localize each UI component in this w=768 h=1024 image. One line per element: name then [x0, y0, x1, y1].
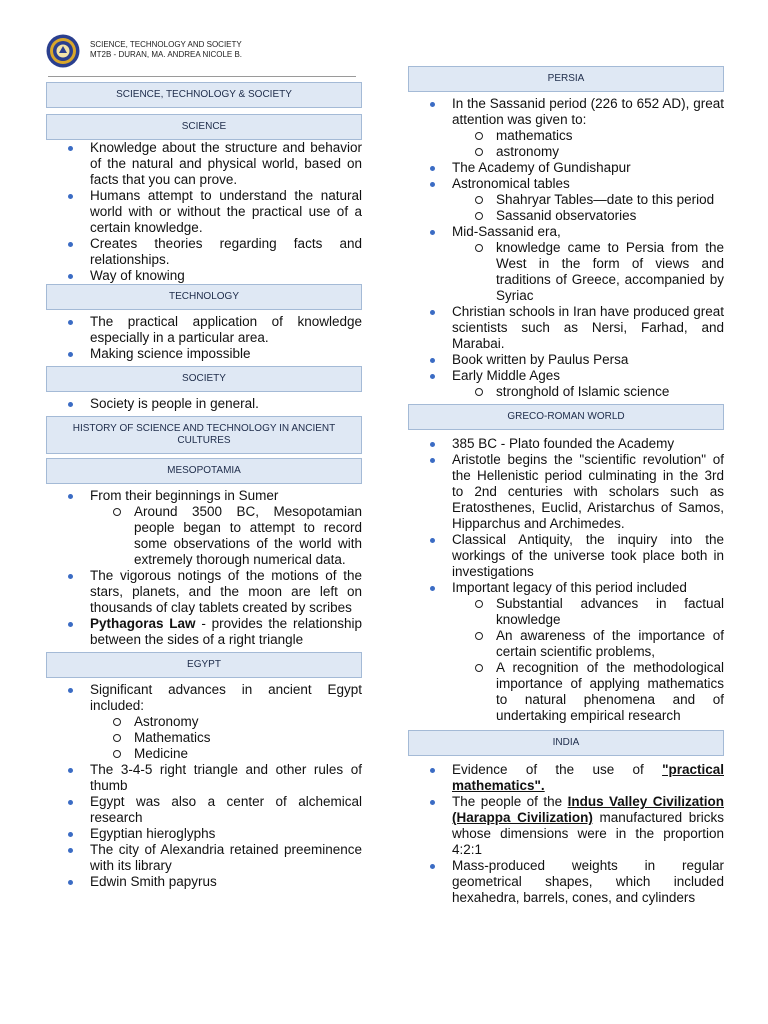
left-column: [46, 82, 362, 890]
persia-list: [408, 96, 724, 400]
sub-list-item: Sassanid observatories: [452, 208, 724, 224]
sub-list-item: Medicine: [90, 746, 362, 762]
list-item: Society is people in general.: [46, 396, 362, 412]
list-item-text: In the Sassanid period (226 to 652 AD), great attention was given to:: [452, 96, 724, 127]
list-item: [46, 488, 362, 568]
science-list: [46, 140, 362, 284]
list-item: Way of knowing: [46, 268, 362, 284]
sub-list-item: mathematics: [452, 128, 724, 144]
list-item-text: From their beginnings in Sumer: [90, 488, 279, 503]
list-item: [408, 762, 724, 794]
list-item-text: Important legacy of this period included: [452, 580, 687, 595]
section-heading-history: HISTORY OF SCIENCE AND TECHNOLOGY IN ANCIENT CULTURES: [46, 416, 362, 454]
sub-list-item: stronghold of Islamic science: [452, 384, 724, 400]
sub-list: [452, 384, 724, 400]
list-item-text: The people of the: [452, 794, 568, 809]
list-item-text: Significant advances in ancient Egypt included:: [90, 682, 362, 713]
list-item: The vigorous notings of the motions of the stars, planets, and the moon are left on thousands of clay tablets created by scribes: [46, 568, 362, 616]
sub-list: [452, 128, 724, 160]
list-item-text: Evidence of the use of: [452, 762, 663, 777]
list-item: Classical Antiquity, the inquiry into the workings of the universe took place both in investigations: [408, 532, 724, 580]
list-item: Mass-produced weights in regular geometrical shapes, which included hexahedra, barrels, cones, and cylinders: [408, 858, 724, 906]
pythagoras-law-term: Pythagoras Law: [90, 616, 196, 631]
document-header: [46, 34, 358, 74]
university-seal-logo: [46, 34, 80, 68]
sub-list-item: An awareness of the importance of certain scientific problems,: [452, 628, 724, 660]
list-item-text: - provides the relationship between the sides of a right triangle: [90, 616, 362, 647]
section-heading-technology: TECHNOLOGY: [46, 284, 362, 310]
section-heading-sts: SCIENCE, TECHNOLOGY & SOCIETY: [46, 82, 362, 108]
list-item: [408, 224, 724, 304]
sub-list-item: knowledge came to Persia from the West in the form of views and traditions of Greece, accompanied by Syriac: [452, 240, 724, 304]
list-item: Creates theories regarding facts and relationships.: [46, 236, 362, 268]
sub-list-item: Shahryar Tables—date to this period: [452, 192, 724, 208]
list-item: [408, 794, 724, 858]
course-title: SCIENCE, TECHNOLOGY AND SOCIETY: [90, 40, 242, 49]
list-item: [408, 580, 724, 724]
list-item: [46, 682, 362, 762]
list-item: Egypt was also a center of alchemical research: [46, 794, 362, 826]
list-item-text: Astronomical tables: [452, 176, 570, 191]
section-heading-science: SCIENCE: [46, 114, 362, 140]
list-item: Egyptian hieroglyphs: [46, 826, 362, 842]
list-item: Book written by Paulus Persa: [408, 352, 724, 368]
list-item: 385 BC - Plato founded the Academy: [408, 436, 724, 452]
list-item-text: Mid-Sassanid era,: [452, 224, 561, 239]
sub-list: [90, 714, 362, 762]
greco-roman-list: [408, 436, 724, 724]
header-divider: [48, 76, 356, 77]
header-text: [90, 40, 242, 60]
list-item-text: manufactured bricks whose dimensions were in the proportion 4:2:1: [452, 810, 724, 857]
sub-list-item: Astronomy: [90, 714, 362, 730]
sub-list: [452, 596, 724, 724]
indus-valley-term: Indus Valley Civilization (Harappa Civilization): [452, 794, 724, 825]
section-heading-mesopotamia: MESOPOTAMIA: [46, 458, 362, 484]
section-heading-india: INDIA: [408, 730, 724, 756]
india-list: [408, 762, 724, 906]
list-item: Knowledge about the structure and behavior of the natural and physical world, based on facts that you can prove.: [46, 140, 362, 188]
right-column: [408, 66, 724, 906]
sub-list-item: A recognition of the methodological importance of applying mathematics to natural phenomena and of undertaking empirical research: [452, 660, 724, 724]
section-heading-society: SOCIETY: [46, 366, 362, 392]
author-line: MT2B - DURAN, MA. ANDREA NICOLE B.: [90, 50, 243, 59]
practical-mathematics-term: "practical mathematics".: [452, 762, 724, 793]
list-item: The city of Alexandria retained preeminence with its library: [46, 842, 362, 874]
list-item-text: Early Middle Ages: [452, 368, 561, 383]
list-item: Edwin Smith papyrus: [46, 874, 362, 890]
egypt-list: [46, 682, 362, 890]
list-item: Christian schools in Iran have produced great scientists such as Nersi, Farhad, and Marabai.: [408, 304, 724, 352]
list-item: [408, 176, 724, 224]
list-item: The Academy of Gundishapur: [408, 160, 724, 176]
technology-list: [46, 314, 362, 362]
sub-list: [452, 240, 724, 304]
sub-list-item: Around 3500 BC, Mesopotamian people began to attempt to record some observations of the world with extremely thorough numerical data.: [90, 504, 362, 568]
list-item: [46, 616, 362, 648]
list-item: The 3-4-5 right triangle and other rules of thumb: [46, 762, 362, 794]
section-heading-persia: PERSIA: [408, 66, 724, 92]
section-heading-egypt: EGYPT: [46, 652, 362, 678]
list-item: [408, 368, 724, 400]
list-item: The practical application of knowledge especially in a particular area.: [46, 314, 362, 346]
list-item: Making science impossible: [46, 346, 362, 362]
sub-list: [452, 192, 724, 224]
list-item: Aristotle begins the "scientific revolution" of the Hellenistic period culminating in the 3rd to 2nd centuries with scholars such as Eratosthenes, Euclid, Aristarchus of Samos, Hipparchus and Archimedes.: [408, 452, 724, 532]
mesopotamia-list: [46, 488, 362, 648]
sub-list-item: Substantial advances in factual knowledge: [452, 596, 724, 628]
society-list: [46, 396, 362, 412]
list-item: Humans attempt to understand the natural world with or without the practical use of a certain knowledge.: [46, 188, 362, 236]
sub-list-item: Mathematics: [90, 730, 362, 746]
sub-list-item: astronomy: [452, 144, 724, 160]
list-item: [408, 96, 724, 160]
sub-list: [90, 504, 362, 568]
section-heading-greco-roman: GRECO-ROMAN WORLD: [408, 404, 724, 430]
